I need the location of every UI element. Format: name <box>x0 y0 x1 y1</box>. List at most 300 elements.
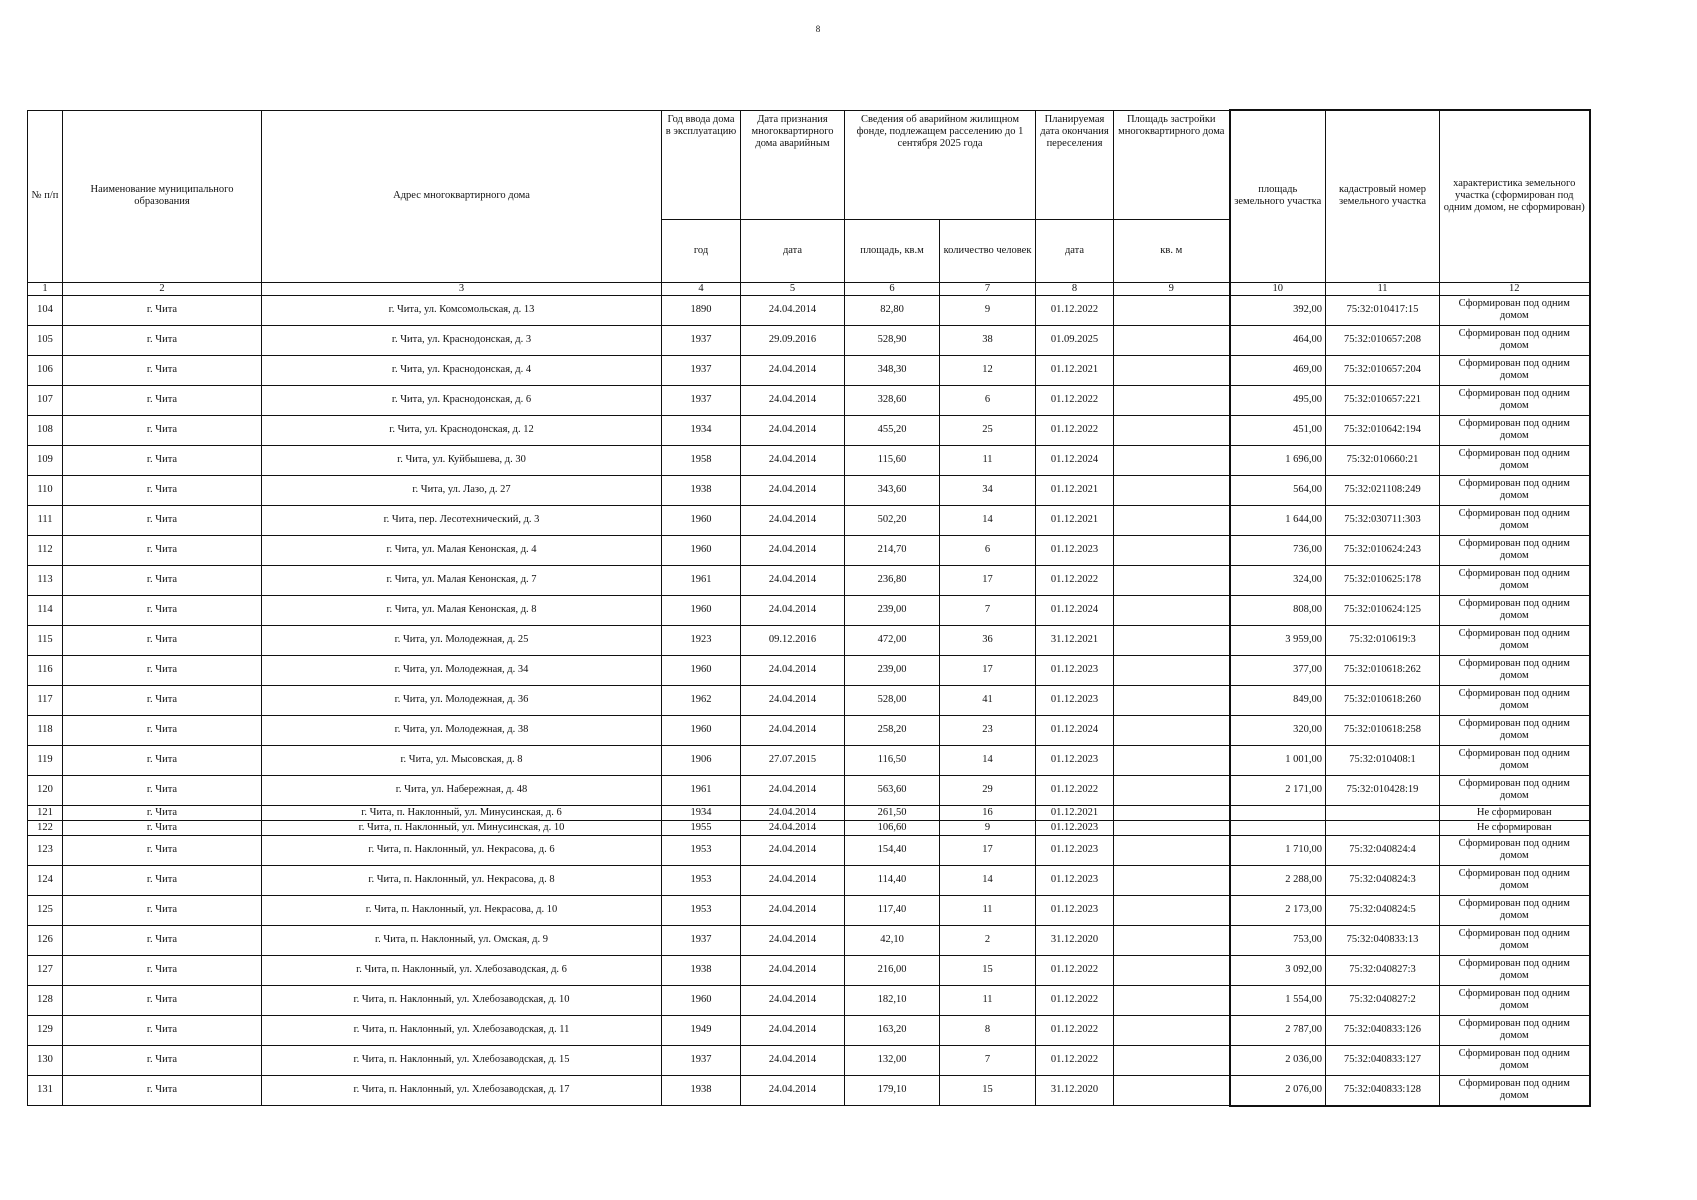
land-status-cell: Сформирован под одним домом <box>1440 355 1590 385</box>
people-count-cell: 23 <box>940 715 1036 745</box>
column-number-cell: 1 <box>28 282 63 295</box>
building-area-cell <box>1114 535 1230 565</box>
people-count-cell: 41 <box>940 685 1036 715</box>
land-status-cell: Сформирован под одним домом <box>1440 745 1590 775</box>
land-area-cell: 1 001,00 <box>1230 745 1326 775</box>
land-area-cell: 2 076,00 <box>1230 1075 1326 1106</box>
land-status-cell: Сформирован под одним домом <box>1440 925 1590 955</box>
year-cell: 1953 <box>662 835 741 865</box>
building-area-cell <box>1114 595 1230 625</box>
year-cell: 1960 <box>662 985 741 1015</box>
land-area-cell: 1 644,00 <box>1230 505 1326 535</box>
cadastral-number-cell: 75:32:010618:258 <box>1326 715 1440 745</box>
year-cell: 1937 <box>662 385 741 415</box>
planned-date-cell: 01.12.2023 <box>1036 835 1114 865</box>
row-number-cell: 112 <box>28 535 63 565</box>
table-row <box>28 1045 1590 1075</box>
area-cell: 455,20 <box>845 415 940 445</box>
people-count-cell: 16 <box>940 805 1036 820</box>
table-row <box>28 655 1590 685</box>
municipality-cell: г. Чита <box>63 505 262 535</box>
row-number-cell: 131 <box>28 1075 63 1106</box>
area-cell: 472,00 <box>845 625 940 655</box>
municipality-cell: г. Чита <box>63 295 262 325</box>
people-count-cell: 9 <box>940 820 1036 835</box>
building-area-cell <box>1114 1015 1230 1045</box>
land-status-cell: Сформирован под одним домом <box>1440 1015 1590 1045</box>
people-count-cell: 29 <box>940 775 1036 805</box>
cadastral-number-cell: 75:32:010657:204 <box>1326 355 1440 385</box>
people-count-cell: 36 <box>940 625 1036 655</box>
land-status-cell: Сформирован под одним домом <box>1440 565 1590 595</box>
address-cell: г. Чита, ул. Малая Кенонская, д. 8 <box>262 595 662 625</box>
people-count-cell: 15 <box>940 955 1036 985</box>
table-row <box>28 805 1590 820</box>
land-status-cell: Сформирован под одним домом <box>1440 445 1590 475</box>
emergency-date-cell: 24.04.2014 <box>741 925 845 955</box>
planned-date-cell: 01.12.2021 <box>1036 355 1114 385</box>
row-number-cell: 129 <box>28 1015 63 1045</box>
header-commission-year: Год ввода дома в эксплуатацию <box>662 110 741 219</box>
people-count-cell: 7 <box>940 595 1036 625</box>
people-count-cell: 14 <box>940 745 1036 775</box>
unit-date: дата <box>741 219 845 282</box>
people-count-cell: 6 <box>940 385 1036 415</box>
building-area-cell <box>1114 415 1230 445</box>
land-area-cell: 849,00 <box>1230 685 1326 715</box>
building-area-cell <box>1114 775 1230 805</box>
cadastral-number-cell: 75:32:010408:1 <box>1326 745 1440 775</box>
cadastral-number-cell: 75:32:040824:5 <box>1326 895 1440 925</box>
row-number-cell: 117 <box>28 685 63 715</box>
municipality-cell: г. Чита <box>63 1015 262 1045</box>
emergency-date-cell: 24.04.2014 <box>741 385 845 415</box>
row-number-cell: 105 <box>28 325 63 355</box>
year-cell: 1938 <box>662 475 741 505</box>
column-number-cell: 9 <box>1114 282 1230 295</box>
header-building-area: Площадь застройки многоквартирного дома <box>1114 110 1230 219</box>
municipality-cell: г. Чита <box>63 385 262 415</box>
address-cell: г. Чита, п. Наклонный, ул. Хлебозаводская, д. 15 <box>262 1045 662 1075</box>
people-count-cell: 17 <box>940 835 1036 865</box>
building-area-cell <box>1114 505 1230 535</box>
building-area-cell <box>1114 925 1230 955</box>
people-count-cell: 12 <box>940 355 1036 385</box>
building-area-cell <box>1114 565 1230 595</box>
municipality-cell: г. Чита <box>63 535 262 565</box>
area-cell: 214,70 <box>845 535 940 565</box>
cadastral-number-cell: 75:32:040827:3 <box>1326 955 1440 985</box>
emergency-date-cell: 24.04.2014 <box>741 715 845 745</box>
year-cell: 1960 <box>662 595 741 625</box>
year-cell: 1953 <box>662 865 741 895</box>
table-row <box>28 565 1590 595</box>
unit-plan-date: дата <box>1036 219 1114 282</box>
people-count-cell: 17 <box>940 655 1036 685</box>
cadastral-number-cell: 75:32:010428:19 <box>1326 775 1440 805</box>
year-cell: 1949 <box>662 1015 741 1045</box>
area-cell: 42,10 <box>845 925 940 955</box>
table-row <box>28 535 1590 565</box>
address-cell: г. Чита, п. Наклонный, ул. Некрасова, д. 10 <box>262 895 662 925</box>
year-cell: 1938 <box>662 1075 741 1106</box>
emergency-date-cell: 09.12.2016 <box>741 625 845 655</box>
address-cell: г. Чита, п. Наклонный, ул. Некрасова, д. 8 <box>262 865 662 895</box>
land-area-cell: 3 959,00 <box>1230 625 1326 655</box>
table-body <box>28 295 1590 1106</box>
table-row <box>28 925 1590 955</box>
row-number-cell: 130 <box>28 1045 63 1075</box>
address-cell: г. Чита, п. Наклонный, ул. Хлебозаводская, д. 6 <box>262 955 662 985</box>
cadastral-number-cell: 75:32:040827:2 <box>1326 985 1440 1015</box>
address-cell: г. Чита, ул. Малая Кенонская, д. 7 <box>262 565 662 595</box>
row-number-cell: 120 <box>28 775 63 805</box>
planned-date-cell: 01.12.2023 <box>1036 535 1114 565</box>
area-cell: 239,00 <box>845 655 940 685</box>
land-status-cell: Сформирован под одним домом <box>1440 325 1590 355</box>
year-cell: 1958 <box>662 445 741 475</box>
municipality-cell: г. Чита <box>63 475 262 505</box>
municipality-cell: г. Чита <box>63 775 262 805</box>
municipality-cell: г. Чита <box>63 895 262 925</box>
table-row <box>28 295 1590 325</box>
building-area-cell <box>1114 1075 1230 1106</box>
area-cell: 239,00 <box>845 595 940 625</box>
people-count-cell: 14 <box>940 865 1036 895</box>
land-status-cell: Сформирован под одним домом <box>1440 505 1590 535</box>
header-planned-date: Планируемая дата окончания переселения <box>1036 110 1114 219</box>
cadastral-number-cell: 75:32:010657:221 <box>1326 385 1440 415</box>
municipality-cell: г. Чита <box>63 865 262 895</box>
emergency-date-cell: 24.04.2014 <box>741 505 845 535</box>
land-area-cell: 808,00 <box>1230 595 1326 625</box>
cadastral-number-cell: 75:32:010417:15 <box>1326 295 1440 325</box>
column-number-cell: 10 <box>1230 282 1326 295</box>
emergency-date-cell: 24.04.2014 <box>741 820 845 835</box>
column-number-row <box>28 282 1590 295</box>
unit-people: количество человек <box>940 219 1036 282</box>
planned-date-cell: 01.12.2023 <box>1036 820 1114 835</box>
building-area-cell <box>1114 655 1230 685</box>
address-cell: г. Чита, ул. Лазо, д. 27 <box>262 475 662 505</box>
land-area-cell: 1 696,00 <box>1230 445 1326 475</box>
address-cell: г. Чита, ул. Куйбышева, д. 30 <box>262 445 662 475</box>
municipality-cell: г. Чита <box>63 565 262 595</box>
emergency-date-cell: 24.04.2014 <box>741 895 845 925</box>
building-area-cell <box>1114 385 1230 415</box>
table-row <box>28 385 1590 415</box>
municipality-cell: г. Чита <box>63 805 262 820</box>
land-area-cell: 2 171,00 <box>1230 775 1326 805</box>
planned-date-cell: 01.12.2022 <box>1036 1045 1114 1075</box>
building-area-cell <box>1114 445 1230 475</box>
municipality-cell: г. Чита <box>63 820 262 835</box>
address-cell: г. Чита, п. Наклонный, ул. Хлебозаводская, д. 11 <box>262 1015 662 1045</box>
cadastral-number-cell: 75:32:021108:249 <box>1326 475 1440 505</box>
planned-date-cell: 01.12.2024 <box>1036 595 1114 625</box>
year-cell: 1962 <box>662 685 741 715</box>
table-row <box>28 355 1590 385</box>
address-cell: г. Чита, ул. Малая Кенонская, д. 4 <box>262 535 662 565</box>
building-area-cell <box>1114 955 1230 985</box>
cadastral-number-cell: 75:32:040833:13 <box>1326 925 1440 955</box>
planned-date-cell: 01.12.2021 <box>1036 805 1114 820</box>
planned-date-cell: 01.12.2022 <box>1036 775 1114 805</box>
people-count-cell: 2 <box>940 925 1036 955</box>
area-cell: 348,30 <box>845 355 940 385</box>
area-cell: 114,40 <box>845 865 940 895</box>
year-cell: 1960 <box>662 535 741 565</box>
emergency-date-cell: 24.04.2014 <box>741 805 845 820</box>
header-municipality: Наименование муниципального образования <box>63 110 262 282</box>
table-row <box>28 505 1590 535</box>
municipality-cell: г. Чита <box>63 625 262 655</box>
cadastral-number-cell: 75:32:040824:3 <box>1326 865 1440 895</box>
land-status-cell: Сформирован под одним домом <box>1440 535 1590 565</box>
cadastral-number-cell: 75:32:040833:128 <box>1326 1075 1440 1106</box>
land-status-cell: Сформирован под одним домом <box>1440 625 1590 655</box>
planned-date-cell: 01.12.2022 <box>1036 1015 1114 1045</box>
header-land-area: площадь земельного участка <box>1230 110 1326 282</box>
building-area-cell <box>1114 715 1230 745</box>
land-area-cell: 464,00 <box>1230 325 1326 355</box>
building-area-cell <box>1114 865 1230 895</box>
people-count-cell: 8 <box>940 1015 1036 1045</box>
column-number-cell: 6 <box>845 282 940 295</box>
land-area-cell: 469,00 <box>1230 355 1326 385</box>
housing-register-table <box>27 109 1591 1107</box>
land-status-cell: Сформирован под одним домом <box>1440 685 1590 715</box>
table-row <box>28 625 1590 655</box>
row-number-cell: 106 <box>28 355 63 385</box>
area-cell: 528,00 <box>845 685 940 715</box>
area-cell: 216,00 <box>845 955 940 985</box>
land-area-cell: 377,00 <box>1230 655 1326 685</box>
emergency-date-cell: 24.04.2014 <box>741 475 845 505</box>
people-count-cell: 7 <box>940 1045 1036 1075</box>
building-area-cell <box>1114 625 1230 655</box>
cadastral-number-cell: 75:32:010618:260 <box>1326 685 1440 715</box>
planned-date-cell: 01.12.2022 <box>1036 565 1114 595</box>
page-number: 8 <box>815 24 821 34</box>
cadastral-number-cell: 75:32:010625:178 <box>1326 565 1440 595</box>
table-row <box>28 955 1590 985</box>
emergency-date-cell: 24.04.2014 <box>741 595 845 625</box>
header-row-number: № п/п <box>28 110 63 282</box>
cadastral-number-cell: 75:32:010642:194 <box>1326 415 1440 445</box>
row-number-cell: 122 <box>28 820 63 835</box>
planned-date-cell: 01.12.2021 <box>1036 505 1114 535</box>
planned-date-cell: 01.12.2021 <box>1036 475 1114 505</box>
people-count-cell: 14 <box>940 505 1036 535</box>
area-cell: 182,10 <box>845 985 940 1015</box>
header-cadastral-number: кадастровый номер земельного участка <box>1326 110 1440 282</box>
building-area-cell <box>1114 835 1230 865</box>
address-cell: г. Чита, ул. Мысовская, д. 8 <box>262 745 662 775</box>
planned-date-cell: 01.12.2022 <box>1036 295 1114 325</box>
row-number-cell: 118 <box>28 715 63 745</box>
land-area-cell: 564,00 <box>1230 475 1326 505</box>
planned-date-cell: 01.12.2024 <box>1036 445 1114 475</box>
emergency-date-cell: 24.04.2014 <box>741 835 845 865</box>
cadastral-number-cell: 75:32:040833:126 <box>1326 1015 1440 1045</box>
cadastral-number-cell: 75:32:010657:208 <box>1326 325 1440 355</box>
emergency-date-cell: 24.04.2014 <box>741 955 845 985</box>
row-number-cell: 125 <box>28 895 63 925</box>
planned-date-cell: 01.12.2022 <box>1036 385 1114 415</box>
row-number-cell: 126 <box>28 925 63 955</box>
area-cell: 502,20 <box>845 505 940 535</box>
land-area-cell: 320,00 <box>1230 715 1326 745</box>
planned-date-cell: 01.12.2023 <box>1036 895 1114 925</box>
unit-build-area: кв. м <box>1114 219 1230 282</box>
address-cell: г. Чита, ул. Молодежная, д. 34 <box>262 655 662 685</box>
year-cell: 1960 <box>662 505 741 535</box>
year-cell: 1937 <box>662 925 741 955</box>
address-cell: г. Чита, п. Наклонный, ул. Некрасова, д. 6 <box>262 835 662 865</box>
cadastral-number-cell: 75:32:010619:3 <box>1326 625 1440 655</box>
column-number-cell: 8 <box>1036 282 1114 295</box>
year-cell: 1937 <box>662 325 741 355</box>
people-count-cell: 15 <box>940 1075 1036 1106</box>
address-cell: г. Чита, ул. Молодежная, д. 38 <box>262 715 662 745</box>
address-cell: г. Чита, п. Наклонный, ул. Хлебозаводская, д. 10 <box>262 985 662 1015</box>
municipality-cell: г. Чита <box>63 595 262 625</box>
year-cell: 1937 <box>662 1045 741 1075</box>
table-row <box>28 445 1590 475</box>
people-count-cell: 17 <box>940 565 1036 595</box>
planned-date-cell: 01.12.2023 <box>1036 865 1114 895</box>
planned-date-cell: 31.12.2020 <box>1036 1075 1114 1106</box>
land-status-cell: Сформирован под одним домом <box>1440 985 1590 1015</box>
emergency-date-cell: 24.04.2014 <box>741 415 845 445</box>
land-area-cell <box>1230 805 1326 820</box>
cadastral-number-cell: 75:32:040833:127 <box>1326 1045 1440 1075</box>
municipality-cell: г. Чита <box>63 835 262 865</box>
land-status-cell: Сформирован под одним домом <box>1440 865 1590 895</box>
emergency-date-cell: 24.04.2014 <box>741 355 845 385</box>
year-cell: 1938 <box>662 955 741 985</box>
municipality-cell: г. Чита <box>63 445 262 475</box>
table-row <box>28 865 1590 895</box>
year-cell: 1934 <box>662 415 741 445</box>
people-count-cell: 11 <box>940 895 1036 925</box>
row-number-cell: 128 <box>28 985 63 1015</box>
area-cell: 116,50 <box>845 745 940 775</box>
year-cell: 1906 <box>662 745 741 775</box>
year-cell: 1960 <box>662 715 741 745</box>
year-cell: 1923 <box>662 625 741 655</box>
table-row <box>28 685 1590 715</box>
cadastral-number-cell: 75:32:010618:262 <box>1326 655 1440 685</box>
address-cell: г. Чита, ул. Молодежная, д. 36 <box>262 685 662 715</box>
land-area-cell: 1 710,00 <box>1230 835 1326 865</box>
people-count-cell: 9 <box>940 295 1036 325</box>
building-area-cell <box>1114 295 1230 325</box>
row-number-cell: 110 <box>28 475 63 505</box>
year-cell: 1890 <box>662 295 741 325</box>
address-cell: г. Чита, ул. Краснодонская, д. 3 <box>262 325 662 355</box>
address-cell: г. Чита, ул. Молодежная, д. 25 <box>262 625 662 655</box>
people-count-cell: 34 <box>940 475 1036 505</box>
area-cell: 328,60 <box>845 385 940 415</box>
address-cell: г. Чита, ул. Краснодонская, д. 4 <box>262 355 662 385</box>
land-area-cell: 2 036,00 <box>1230 1045 1326 1075</box>
row-number-cell: 104 <box>28 295 63 325</box>
row-number-cell: 121 <box>28 805 63 820</box>
building-area-cell <box>1114 475 1230 505</box>
table-row <box>28 985 1590 1015</box>
column-number-cell: 12 <box>1440 282 1590 295</box>
unit-area: площадь, кв.м <box>845 219 940 282</box>
people-count-cell: 11 <box>940 445 1036 475</box>
land-area-cell: 2 173,00 <box>1230 895 1326 925</box>
row-number-cell: 107 <box>28 385 63 415</box>
land-area-cell: 753,00 <box>1230 925 1326 955</box>
header-address: Адрес многоквартирного дома <box>262 110 662 282</box>
table-row <box>28 715 1590 745</box>
area-cell: 528,90 <box>845 325 940 355</box>
table-row <box>28 745 1590 775</box>
land-status-cell: Сформирован под одним домом <box>1440 655 1590 685</box>
emergency-date-cell: 24.04.2014 <box>741 295 845 325</box>
land-status-cell: Сформирован под одним домом <box>1440 595 1590 625</box>
area-cell: 117,40 <box>845 895 940 925</box>
year-cell: 1961 <box>662 565 741 595</box>
address-cell: г. Чита, п. Наклонный, ул. Минусинская, д. 6 <box>262 805 662 820</box>
planned-date-cell: 01.12.2023 <box>1036 655 1114 685</box>
emergency-date-cell: 24.04.2014 <box>741 565 845 595</box>
cadastral-number-cell: 75:32:040824:4 <box>1326 835 1440 865</box>
building-area-cell <box>1114 1045 1230 1075</box>
address-cell: г. Чита, ул. Краснодонская, д. 12 <box>262 415 662 445</box>
municipality-cell: г. Чита <box>63 925 262 955</box>
emergency-date-cell: 24.04.2014 <box>741 1015 845 1045</box>
column-number-cell: 7 <box>940 282 1036 295</box>
row-number-cell: 124 <box>28 865 63 895</box>
land-status-cell: Сформирован под одним домом <box>1440 415 1590 445</box>
municipality-cell: г. Чита <box>63 655 262 685</box>
municipality-cell: г. Чита <box>63 955 262 985</box>
area-cell: 179,10 <box>845 1075 940 1106</box>
address-cell: г. Чита, пер. Лесотехнический, д. 3 <box>262 505 662 535</box>
table-row <box>28 325 1590 355</box>
address-cell: г. Чита, п. Наклонный, ул. Хлебозаводская, д. 17 <box>262 1075 662 1106</box>
planned-date-cell: 01.12.2024 <box>1036 715 1114 745</box>
row-number-cell: 108 <box>28 415 63 445</box>
planned-date-cell: 01.09.2025 <box>1036 325 1114 355</box>
area-cell: 154,40 <box>845 835 940 865</box>
column-number-cell: 5 <box>741 282 845 295</box>
column-number-cell: 4 <box>662 282 741 295</box>
municipality-cell: г. Чита <box>63 985 262 1015</box>
planned-date-cell: 31.12.2021 <box>1036 625 1114 655</box>
area-cell: 563,60 <box>845 775 940 805</box>
municipality-cell: г. Чита <box>63 1045 262 1075</box>
building-area-cell <box>1114 895 1230 925</box>
address-cell: г. Чита, ул. Набережная, д. 48 <box>262 775 662 805</box>
building-area-cell <box>1114 325 1230 355</box>
year-cell: 1960 <box>662 655 741 685</box>
cadastral-number-cell <box>1326 805 1440 820</box>
land-status-cell: Сформирован под одним домом <box>1440 955 1590 985</box>
row-number-cell: 109 <box>28 445 63 475</box>
emergency-date-cell: 24.04.2014 <box>741 775 845 805</box>
building-area-cell <box>1114 685 1230 715</box>
column-number-cell: 11 <box>1326 282 1440 295</box>
land-area-cell <box>1230 820 1326 835</box>
header-emergency-date: Дата признания многоквартирного дома аварийным <box>741 110 845 219</box>
